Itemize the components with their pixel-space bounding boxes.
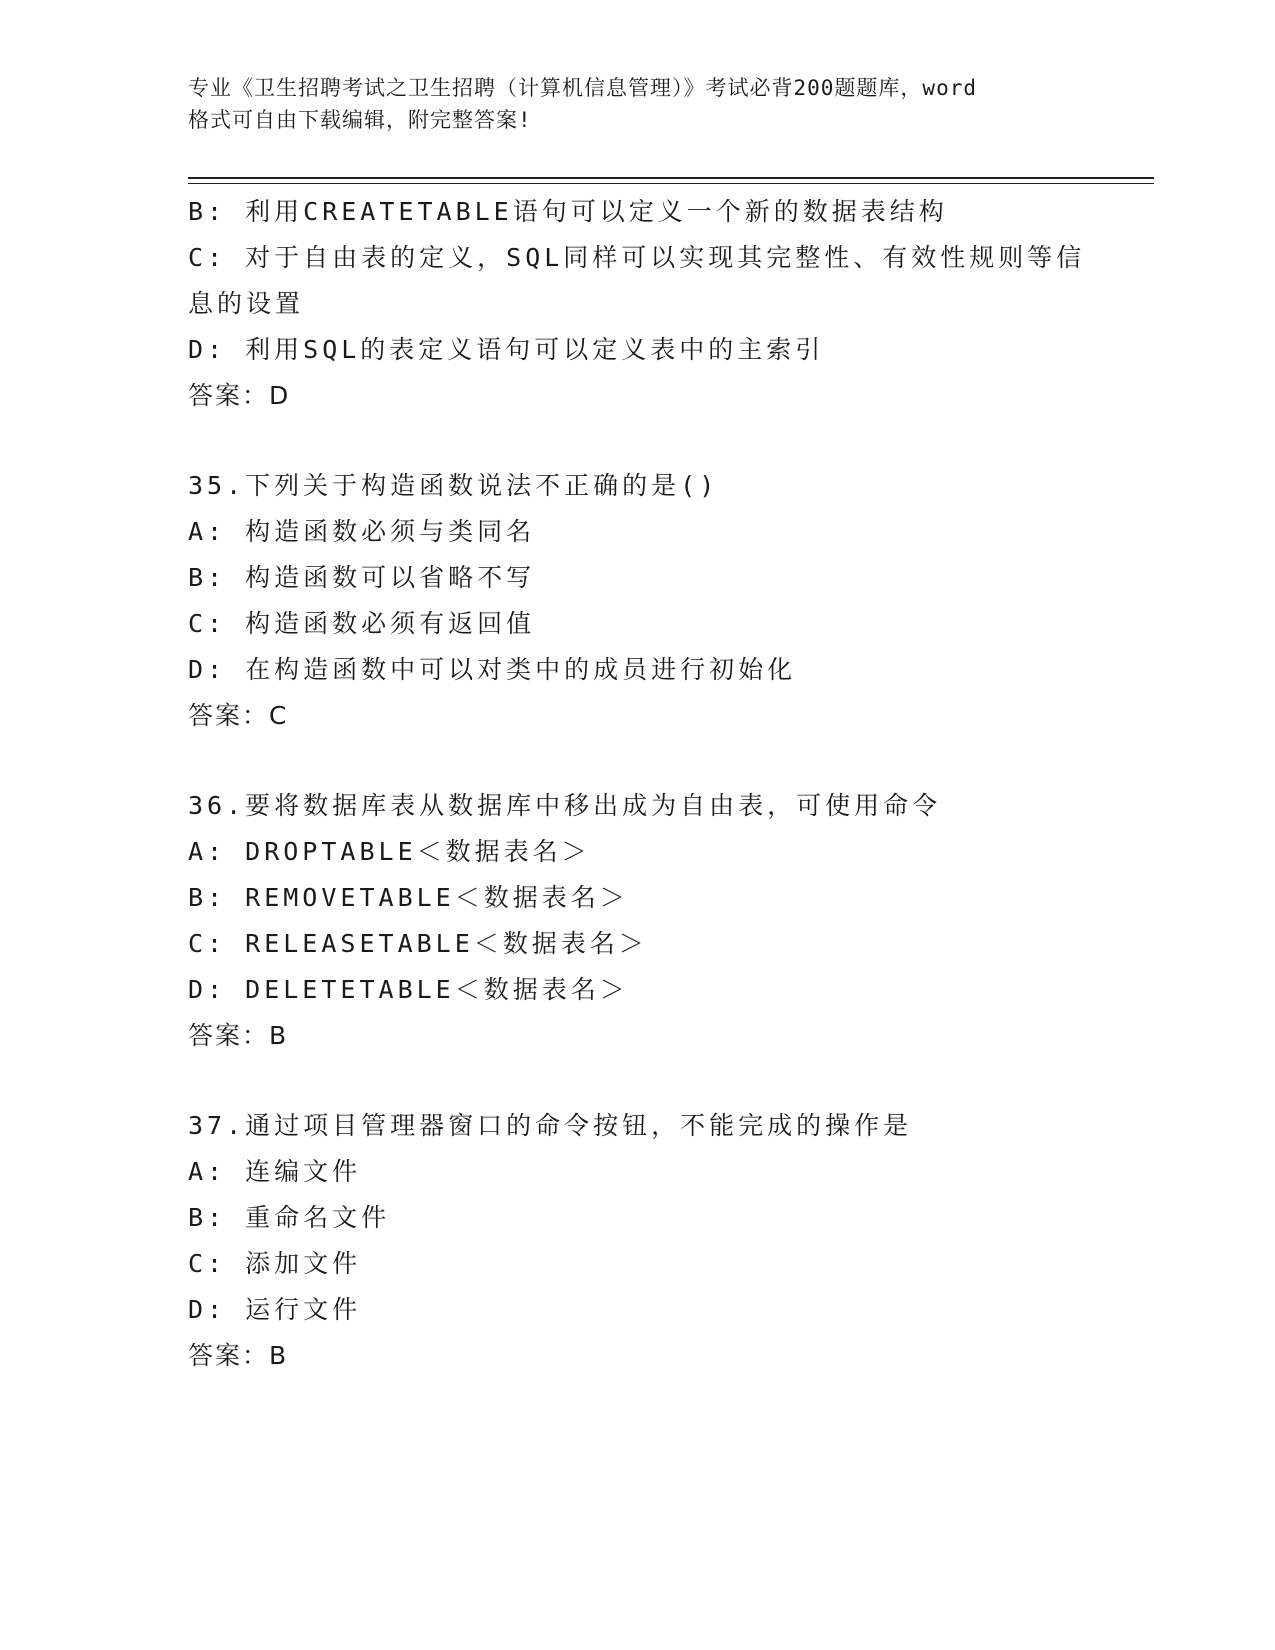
question-35	[188, 463, 1088, 739]
question-stem: 35.下列关于构造函数说法不正确的是()	[188, 471, 719, 500]
option-b: B: 构造函数可以省略不写	[188, 563, 536, 592]
header-divider-thin	[188, 183, 1154, 184]
header-title-line-1: 专业《卫生招聘考试之卫生招聘（计算机信息管理）》考试必背200题题库，word	[188, 76, 977, 100]
option-b: B: 利用CREATETABLE语句可以定义一个新的数据表结构	[188, 197, 948, 226]
question-stem: 36.要将数据库表从数据库中移出成为自由表，可使用命令	[188, 791, 942, 820]
option-c: C: RELEASETABLE＜数据表名＞	[188, 929, 648, 958]
question-list	[188, 189, 1088, 1379]
answer: 答案：C	[188, 701, 289, 730]
answer: 答案：D	[188, 381, 291, 410]
option-d: D: 运行文件	[188, 1295, 362, 1324]
option-c: C: 构造函数必须有返回值	[188, 609, 536, 638]
option-d: D: 利用SQL的表定义语句可以定义表中的主索引	[188, 335, 825, 364]
answer: 答案：B	[188, 1341, 289, 1370]
option-c: C: 对于自由表的定义，SQL同样可以实现其完整性、有效性规则等信	[188, 243, 1086, 272]
option-a: A: 连编文件	[188, 1157, 362, 1186]
document-header	[188, 72, 1088, 136]
answer: 答案：B	[188, 1021, 289, 1050]
option-d: D: DELETETABLE＜数据表名＞	[188, 975, 629, 1004]
option-b: B: 重命名文件	[188, 1203, 391, 1232]
question-34-continued	[188, 189, 1088, 419]
question-37	[188, 1103, 1088, 1379]
question-36	[188, 783, 1088, 1059]
option-c-continued: 息的设置	[188, 289, 305, 318]
option-c: C: 添加文件	[188, 1249, 362, 1278]
option-b: B: REMOVETABLE＜数据表名＞	[188, 883, 629, 912]
question-stem: 37.通过项目管理器窗口的命令按钮，不能完成的操作是	[188, 1111, 913, 1140]
option-d: D: 在构造函数中可以对类中的成员进行初始化	[188, 655, 797, 684]
header-title-line-2: 格式可自由下载编辑，附完整答案!	[188, 108, 532, 132]
option-a: A: DROPTABLE＜数据表名＞	[188, 837, 591, 866]
header-divider	[188, 177, 1154, 179]
option-a: A: 构造函数必须与类同名	[188, 517, 536, 546]
